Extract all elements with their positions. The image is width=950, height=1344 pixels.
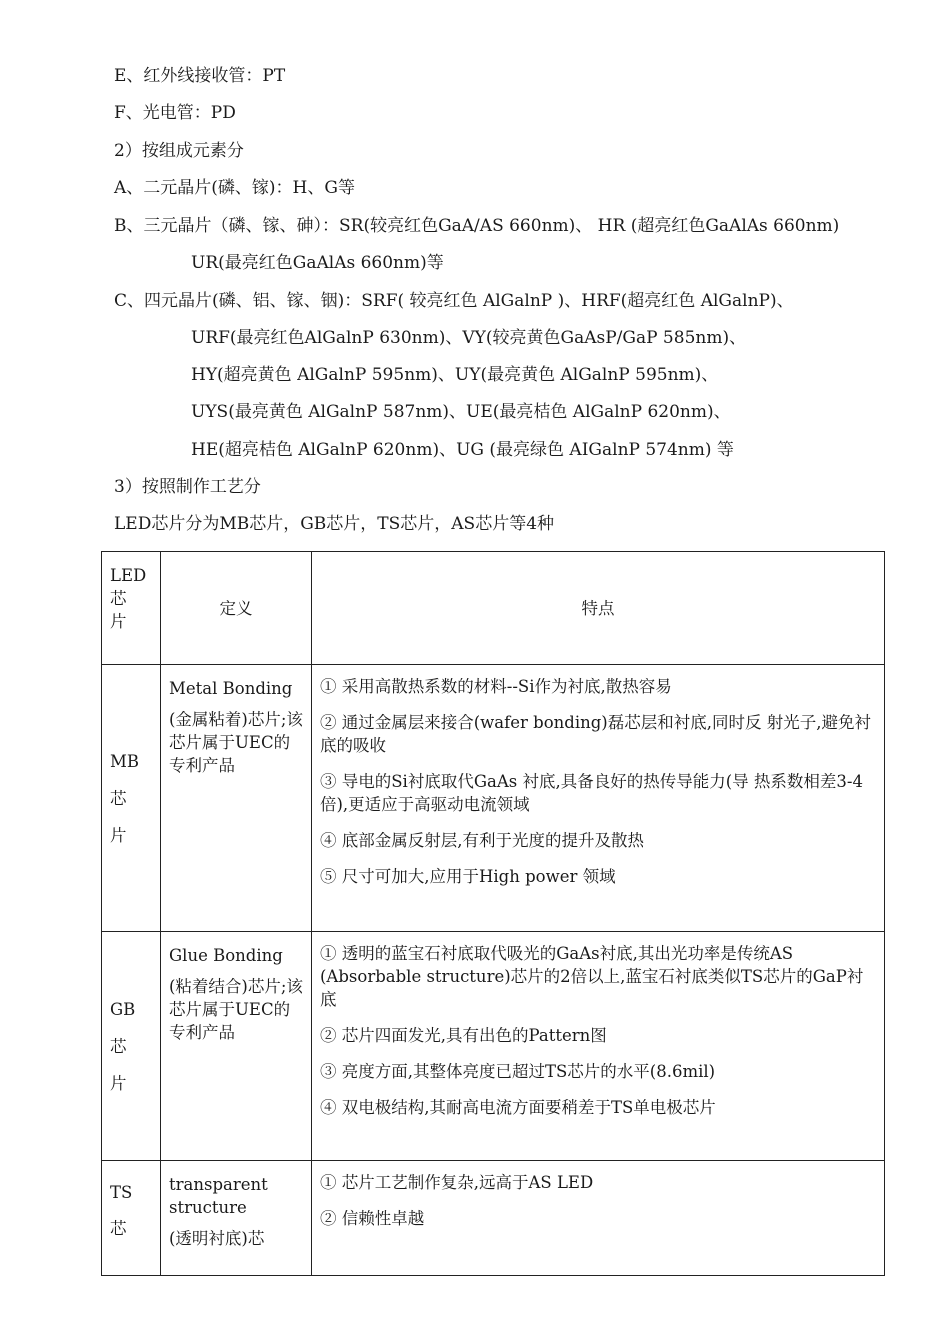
paragraph-infrared-receiver: E、红外线接收管：PT [114,66,286,86]
chip-name-cell: TS 芯 [102,1161,161,1276]
feature-item: ① 芯片工艺制作复杂,远高于AS LED [320,1173,594,1192]
paragraph-chip-types-intro: LED芯片分为MB芯片，GB芯片，TS芯片，AS芯片等4种 [114,514,555,534]
paragraph-quaternary-chip-cont-2: HY(超亮黄色 AlGalnP 595nm)、UY(最亮黄色 AlGalnP 595nm)、 [191,365,719,385]
feature-item: ③ 亮度方面,其整体亮度已超过TS芯片的水平(8.6mil) [320,1062,716,1081]
feature-item: ④ 底部金属反射层,有利于光度的提升及散热 [320,831,644,850]
paragraph-quaternary-chip-cont-3: UYS(最亮黄色 AlGalnP 587nm)、UE(最亮桔色 AlGalnP 620nm)、 [191,402,731,422]
header-features-cell: 特点 [312,552,885,665]
feature-item: ⑤ 尺寸可加大,应用于High power 领域 [320,867,616,886]
table-header-row [102,552,885,665]
feature-item: ② 信赖性卓越 [320,1209,425,1228]
header-definition-cell: 定义 [161,552,312,665]
chip-features-cell [312,1161,885,1276]
chip-name-cell: MB 芯 片 [102,665,161,932]
feature-item: ④ 双电极结构,其耐高电流方面要稍差于TS单电极芯片 [320,1098,716,1117]
feature-item: ③ 导电的Si衬底取代GaAs 衬底,具备良好的热传导能力(导 热系数相差3-4倍),更适应于高驱动电流领域 [320,772,863,814]
feature-item: ② 通过金属层来接合(wafer bonding)磊芯层和衬底,同时反 射光子,避免衬底的吸收 [320,713,871,755]
paragraph-quaternary-chip: C、四元晶片(磷、铝、镓、铟)：SRF( 较亮红色 AlGalnP )、HRF(超亮红色 AlGalnP)、 [114,291,794,311]
table-row-gb [102,932,885,1161]
chip-features-cell [312,932,885,1161]
paragraph-binary-chip: A、二元晶片(磷、镓)：H、G等 [114,178,355,198]
feature-item: ① 采用高散热系数的材料--Si作为衬底,散热容易 [320,677,672,696]
section-heading-by-elements: 2）按组成元素分 [114,141,244,161]
led-chip-table [101,551,885,1276]
paragraph-quaternary-chip-cont-4: HE(超亮桔色 AlGalnP 620nm)、UG (最亮绿色 AIGalnP 574nm) 等 [191,440,734,460]
chip-name-cell: GB 芯 片 [102,932,161,1161]
paragraph-photodiode: F、光电管：PD [114,103,236,123]
paragraph-ternary-chip-cont: UR(最亮红色GaAlAs 660nm)等 [191,253,444,273]
header-led-chip-cell: LED 芯 片 [102,552,161,665]
chip-definition-cell: transparent structure (透明衬底)芯 [161,1161,312,1276]
feature-item: ① 透明的蓝宝石衬底取代吸光的GaAs衬底,其出光功率是传统AS (Absorbable structure)芯片的2倍以上,蓝宝石衬底类似TS芯片的GaP衬底 [320,944,864,1009]
table-row-ts [102,1161,885,1276]
paragraph-ternary-chip: B、三元晶片（磷、镓、砷）：SR(较亮红色GaA/AS 660nm)、 HR (超亮红色GaAlAs 660nm) [114,216,840,236]
paragraph-quaternary-chip-cont-1: URF(最亮红色AlGalnP 630nm)、VY(较亮黄色GaAsP/GaP 585nm)、 [191,328,747,348]
chip-definition-cell: Metal Bonding (金属粘着)芯片;该芯片属于UEC的专利产品 [161,665,312,932]
chip-features-cell [312,665,885,932]
table-row-mb [102,665,885,932]
section-heading-by-process: 3）按照制作工艺分 [114,477,261,497]
feature-item: ② 芯片四面发光,具有出色的Pattern图 [320,1026,607,1045]
chip-definition-cell: Glue Bonding (粘着结合)芯片;该芯片属于UEC的专利产品 [161,932,312,1161]
